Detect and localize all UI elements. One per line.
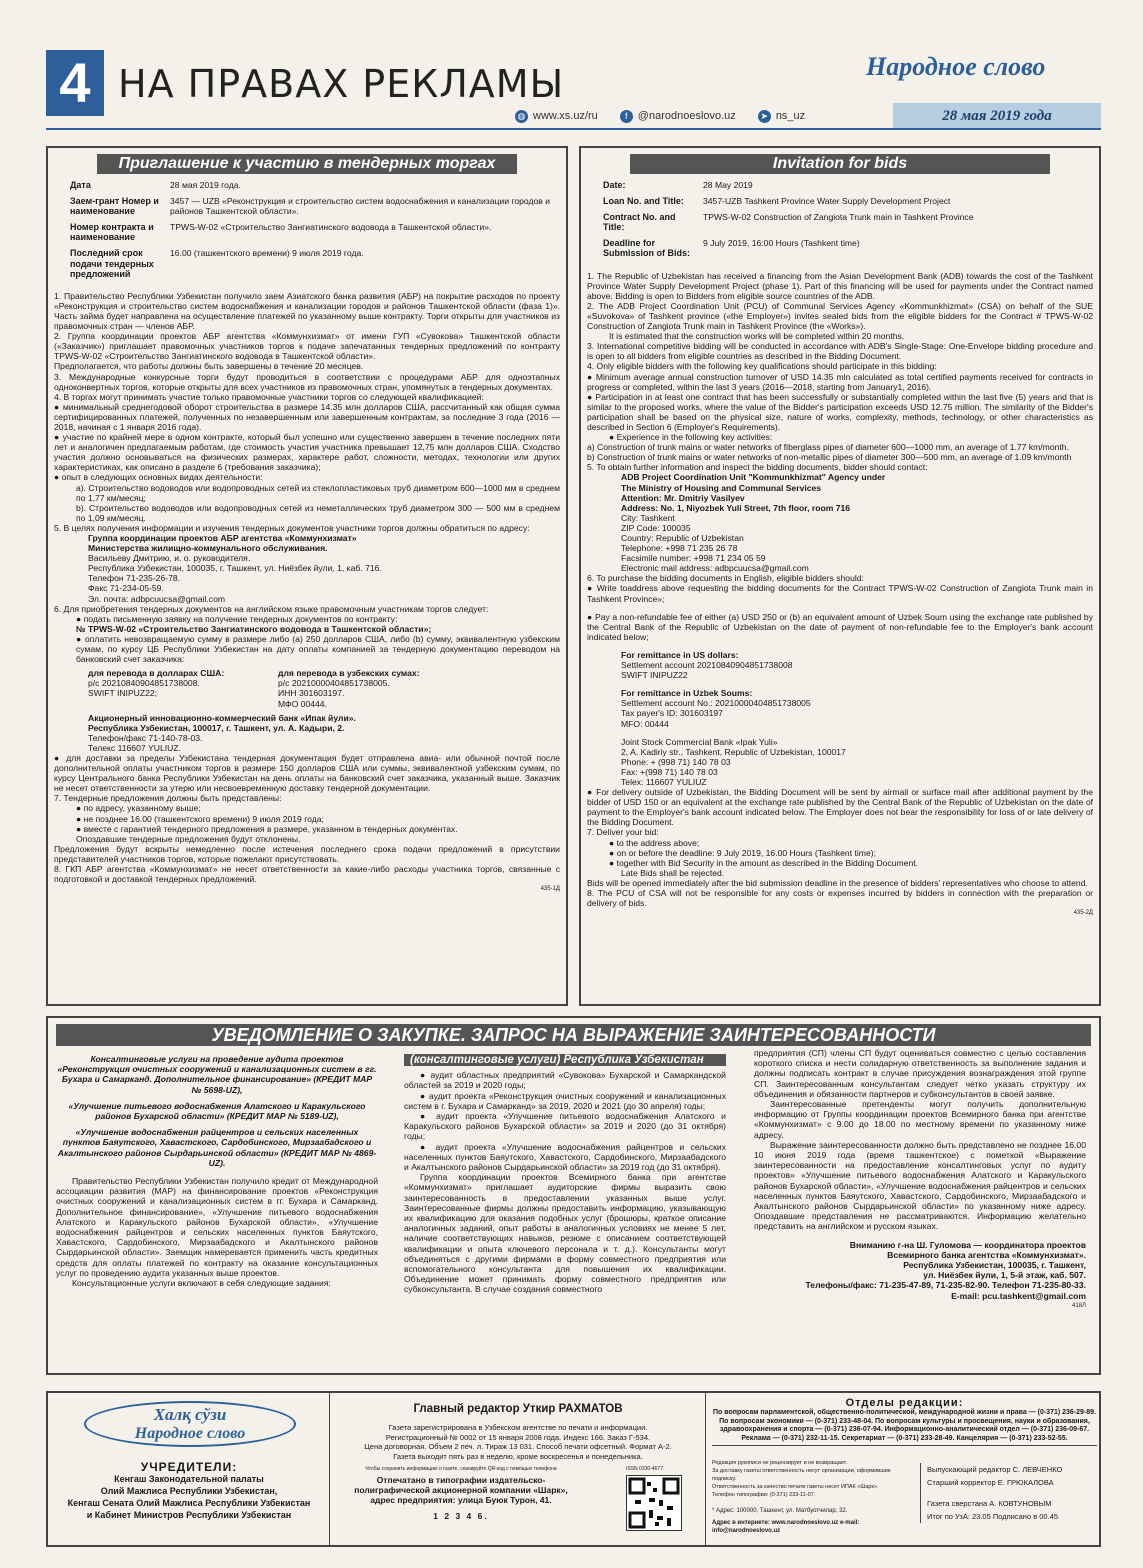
- paragraph: Предложения будут вскрыты немедленно после истечения последнего срока подачи предложений в присутствии представителей участников торгов, которые пожелают присутствовать.: [54, 843, 560, 864]
- ad-tag: 435-1Д: [540, 886, 560, 893]
- paragraph: Правительство Республики Узбекистан получило кредит от Международной ассоциации развития (МАР) на финансирование проектов «Реконструкция очистных сооружений и канализационных систем в гг. Бухара и Самарканд. Дополнительное финансирование», «Улучшение питьевого водоснабжения Алатского и Каракульского районов Бухарской области», «Улучшение водоснабжения райцентров и сельских населенных пунктов Баяутского, Хавастского, Сардобинского, Мирзаабадского и Акалтынского районов Сырдарьинской области». Заемщик намеревается применить часть кредитных средств для оплаты платежей по контракту на оказание консультационных услуг по проведению аудита указанных выше проектов.: [56, 1176, 378, 1278]
- qr-code[interactable]: [626, 1475, 682, 1531]
- bullet: ● опыт в следующих основных видах деятельности:: [54, 472, 263, 483]
- qr-icon: [627, 1476, 681, 1530]
- uzs-account: [278, 668, 420, 708]
- note-line: За доставку газеты ответственность несут организации, оформившие подписку.: [712, 1468, 891, 1482]
- masthead-footer: [46, 1391, 1101, 1547]
- facebook-text: @narodnoeslovo.uz: [637, 110, 736, 122]
- issn: ISSN 0330-4677: [626, 1466, 663, 1472]
- paragraph: 8. The PCU of CSA will not be responsible for any costs or expenses incurred by bidders in connection with the preparation or delivery of bids.: [587, 888, 1093, 909]
- paragraph: 1. Правительство Республики Узбекистан получило заем Азиатского банка развития (АБР) на покрытие расходов по проекту «Реконструкция и строительство систем водоснабжения и канализации городов и районов Ташкентской области (фаза 1)». Часть займа будет направлена на осуществление платежей по указанному выше контракту. Торги открыты для участников из правомочных стран — членов АБР.: [54, 290, 560, 332]
- bank-line: Телекс 116607 YULIUZ.: [88, 742, 181, 753]
- paragraph: 2. Группа координации проектов АБР агентства «Коммунхизмат» от имени ГУП «Сувокова» Ташкентской области («Заказчик») приглашает правомочных участников торгов к подаче запечатанных тендерных предложений по контракту TPWS-W-02 «Строительство Зангиатинского водовода в Ташкентской области».: [54, 331, 560, 362]
- bullet: ● оплатить невозвращаемую сумму в размере либо (а) 250 долларов США, либо (b) сумму, эквивалентную узбекским сумам, по курсу ЦБ Республики Узбекистан на дату оплаты компанией за тендерную документацию переводом на банковский счет заказчика:: [76, 633, 560, 665]
- detail-value: TPWS-W-02 Construction of Zangiota Trunk main in Tashkent Province: [703, 212, 974, 223]
- address-line: Министерства жилищно-коммунального обслуживания.: [88, 543, 328, 554]
- paragraph: Заинтересованные претенденты могут получить дополнительную информацию от Группы координации проектов Всемирного банка при агентстве «Коммунхизмат» с 9.00 до 18.00 по местному времени по указанному ниже адресу.: [754, 1099, 1086, 1140]
- address-line: City: Tashkent: [621, 512, 675, 523]
- address-line: Телефон 71-235-26-78.: [88, 573, 181, 584]
- detail-key: Последний срок подачи тендерных предложений: [70, 248, 154, 279]
- paragraph: Опоздавшие тендерные предложения будут отклонены.: [76, 833, 301, 844]
- bullet: ● аудит проекта «Реконструкция очистных сооружений и канализационных систем в г. Бухара и Самарканд» за 2019, 2020 и 2021 (до 30 апреля) годы;: [404, 1090, 726, 1111]
- account-heading: для перевода в узбекских сумах:: [278, 668, 420, 679]
- page-index: 1 2 3 4 6.: [433, 1511, 489, 1521]
- account-heading: для перевода в долларах США:: [88, 668, 225, 679]
- paragraph: 5. To obtain further information and inspect the bidding documents, bidder should contact:: [587, 462, 928, 473]
- account-line: SWIFT INIPUZ22;: [88, 688, 158, 699]
- bank-line: Телефон/факс 71-140-78-03.: [88, 732, 203, 743]
- sub-item: b) Construction of trunk mains or water networks of non-metallic pipes of diameter 300—500 mm, an average of 1.09 km/month: [587, 452, 1072, 463]
- bullet: ● минимальный среднегодовой оборот строительства в размере 14.35 млн долларов США, рассчитанный как общая сумма сертифицированных платежей, полученных по незавершенным или завершенным контрактам, за последние 3 года (2016 — 2018, начиная с 1 января 2016 года).: [54, 401, 560, 432]
- bullet: ● For delivery outside of Uzbekistan, the Bidding Document will be sent by airmail or surface mail after additional payment by the bidder of USD 150 or an equivalent at the exchange rate published by the Central Bank of the Republic of Uzbekistan on the date of payment to the Employer's bank account indicated below. The Employer does not bear the responsibility for loss of or late delivery of the Bidding Document.: [587, 787, 1093, 828]
- footer-departments: [706, 1393, 1103, 1545]
- globe-icon: ◍: [515, 110, 528, 123]
- detail-value: TPWS-W-02 «Строительство Зангиатинского водовода в Ташкентской области».: [170, 222, 492, 233]
- detail-value: 16.00 (ташкентского времени) 9 июля 2019 года.: [170, 248, 364, 259]
- bullet: ● не позднее 16.00 (ташкентского времени) 9 июля 2019 года;: [76, 813, 324, 824]
- account-line: р/с 20210840904851738008.: [88, 678, 200, 689]
- detail-value: 9 July 2019, 16:00 Hours (Tashkent time): [703, 238, 860, 249]
- detail-key: Contract No. and Title:: [603, 212, 676, 233]
- registration-info: [336, 1423, 700, 1461]
- email-line[interactable]: Electronic mail address: adbpcuucsa@gmail.com: [621, 563, 809, 574]
- chief-editor: Главный редактор Уткир РАХМАТОВ: [413, 1403, 623, 1415]
- notice-title: УВЕДОМЛЕНИЕ О ЗАКУПКЕ. ЗАПРОС НА ВЫРАЖЕНИЕ ЗАИНТЕРЕСОВАННОСТИ: [56, 1024, 1091, 1046]
- contact-line: Телефоны/факс: 71-235-47-89, 71-235-82-90. Телефон 71-235-80-33.: [805, 1280, 1086, 1291]
- footer-founders: [48, 1393, 330, 1545]
- bullet: ● аудит областных предприятий «Сувокова» Бухарской и Самаркандской областей за 2019 и 2020 годы;: [404, 1070, 726, 1091]
- account-line: р/с 20210000404851738005.: [278, 678, 390, 689]
- account-line: МФО 00444.: [278, 698, 327, 709]
- paragraph: 6. To purchase the bidding documents in English, eligible bidders should:: [587, 573, 864, 584]
- detail-key: Date:: [603, 180, 626, 190]
- telegram-link[interactable]: [758, 110, 805, 123]
- detail-value: 28 мая 2019 года.: [170, 180, 241, 190]
- paragraph: Выражение заинтересованности должно быть представлено не позднее 16.00 10 июня 2019 года (время ташкентское) с пометкой «Выражение заинтересованности на предоставление консалтинговых услуг по аудиту проектов» «Улучшение питьевого водоснабжения Алатского и Каракульского районов Бухарской области», «Улучшение водоснабжения райцентров и сельских населенных пунктов Баяутского, Хавастского, Сардобинского, Мирзаабадского и Акалтынского районов Сырдарьинской области» по указанному ниже адресу. Опоздавшие представления не рассматриваются. Информацию желательно представить на английском и русском языках.: [754, 1139, 1086, 1232]
- founder-line: и Кабинет Министров Республики Узбекистан: [86, 1510, 292, 1520]
- header-divider: [46, 128, 1101, 130]
- website-text: www.xs.uz/ru: [533, 110, 598, 122]
- detail-value: 28 May 2019: [703, 180, 753, 190]
- ad-tag: 418Л: [1072, 1302, 1086, 1309]
- address-line: Attention: Mr. Dmitriy Vasilyev: [621, 492, 745, 503]
- founders-heading: УЧРЕДИТЕЛИ:: [140, 1460, 238, 1474]
- header-links: [515, 106, 893, 126]
- telegram-icon: ➤: [758, 110, 771, 123]
- sub-item: a) Construction of trunk mains or water networks of fiberglass pipes of diameter 600—1000 mm, an average of 1.77 km/month.: [587, 442, 1069, 453]
- address-line: Telephone: +998 71 235 26 78: [621, 543, 738, 554]
- reg-line: Регистрационный № 0002 от 15 января 2008 года. Индекс 166. Заказ Г-534.: [385, 1432, 651, 1442]
- paragraph: 7. Тендерные предложения должны быть представлены:: [54, 793, 282, 804]
- bank-line: 2, A. Kadiriy str., Tashkent, Republic of Uzbekistan, 100017: [621, 746, 846, 757]
- ad-tag: 435-2Д: [1073, 910, 1093, 917]
- contract-title: № TPWS-W-02 «Строительство Зангиатинского водовода в Ташкентской области»;: [76, 623, 432, 634]
- detail-key: Loan No. and Title:: [603, 196, 684, 207]
- paragraph: 4. Only eligible bidders with the following key qualifications should participate in this bidding:: [587, 361, 937, 372]
- address-line: Address: No. 1, Niyozbek Yuli Street, 7th floor, room 716: [621, 502, 851, 513]
- reg-line: Цена договорная. Объем 2 печ. л. Тираж 13 031. Способ печати офсетный. Формат А-2.: [364, 1442, 672, 1451]
- bullet: ● Experience in the following key activities:: [609, 432, 773, 443]
- newspaper-name[interactable]: Народное слово: [866, 52, 1046, 81]
- founder-line: Олий Мажлиса Республики Узбекистан,: [100, 1486, 278, 1496]
- account-line: SWIFT INIPUZ22: [621, 670, 688, 681]
- departments-heading: Отделы редакции:: [845, 1397, 964, 1409]
- staff-block: [920, 1463, 1096, 1523]
- contact-line: ул. Ниёзбек йули, 1, 5-й этаж, каб. 507.: [923, 1270, 1086, 1281]
- facebook-link[interactable]: [620, 110, 736, 123]
- bullet: ● to the address above;: [609, 837, 700, 848]
- paragraph: Консультационные услуги включают в себя следующие задания:: [72, 1278, 331, 1289]
- detail-value: 3457 — UZB «Реконструкция и строительство систем водоснабжения и канализации городов и районов Ташкентской области».: [170, 196, 551, 217]
- bank-line: Республика Узбекистан, 100017, г. Ташкент, ул. А. Кадыри, 2.: [88, 722, 345, 733]
- detail-value: 3457-UZB Tashkent Province Water Supply Development Project: [703, 196, 951, 207]
- detail-key: Дата: [70, 180, 91, 190]
- sub-item: a). Строительство водоводов или водопроводных сетей из стеклопластиковых труб диаметром 600—1000 мм в среднем по 1,77 км/месяц;: [76, 482, 560, 503]
- address-line: Группа координации проектов АБР агентства «Коммунхизмат»: [88, 533, 357, 543]
- payment-accounts: [88, 668, 560, 708]
- account-heading: For remittance in US dollars:: [621, 649, 739, 660]
- note-line: Телефон типографии: (0-371) 233-11-07.: [712, 1492, 816, 1498]
- account-line: Settlement account 20210840904851738008: [621, 660, 793, 671]
- bullet: ● участие по крайней мере в одном контракте, который был успешно или существенно завершен в течение последних пяти лет и аналогичен предлагаемым работам, где стоимость участия участника превышает 12,75 млн долларов США. Сходство участия должно основываться на физических размерах, характере работ, сложности, методах, технологии или других характеристиках, как описано в разделе 6 (требования заказчика);: [54, 432, 560, 473]
- paragraph: Bids will be opened immediately after the bid submission deadline in the presence of bidders' representatives who choose to attend.: [587, 877, 1088, 888]
- detail-key: Номер контракта и наименование: [70, 222, 154, 243]
- paragraph: 3. International competitive bidding will be conducted in accordance with ADB's Single-Stage: One-Envelope bidding procedure and is open to all bidders from eligible countries as described in the Bidding Document.: [587, 341, 1093, 362]
- paragraph: 2. The ADB Project Coordination Unit (PCU) of Communal Services Agency «Kommunkhizmat» (CSA) on behalf of the SUE «Suvokova» of Tashkent province («the Employer») invites sealed bids from the eligible bidders for the Contract # TPWS-W-02 Construction of Zangiota Trunk main in Tashkent Province (the «Works»).: [587, 300, 1093, 332]
- paragraph: It is estimated that the construction works will be completed within 20 months.: [609, 331, 905, 342]
- note-line: * Адрес: 100000, Ташкент, ул. Матбуотчилар, 32.: [712, 1508, 848, 1514]
- logo-uz: Халқ сўзи: [153, 1405, 227, 1424]
- printing-info: [336, 1475, 586, 1521]
- facebook-icon: f: [620, 110, 633, 123]
- issue-date: 28 мая 2019 года: [893, 103, 1101, 129]
- departments-block: [712, 1397, 1097, 1446]
- en-tender-banner: Invitation for bids: [630, 154, 1050, 174]
- bullet: ● Pay a non-refundable fee of either (a) USD 250 or (b) an equivalent amount of Uzbek Soum using the exchange rate published by the Central Bank of the Republic of Uzbekistan on the date of payment of non-refundable fee to the Employer's bank account indicated below;: [587, 611, 1093, 642]
- founders-block: [48, 1461, 330, 1521]
- email-line[interactable]: Эл. почта: adbpcuucsa@gmail.com: [88, 593, 226, 604]
- paragraph: Late Bids shall be rejected.: [621, 867, 725, 878]
- note-line: Редакция рукописи не рецензирует и не возвращает.: [712, 1460, 848, 1466]
- address-line: Facsimile number: +998 71 234 05 59: [621, 553, 766, 564]
- staff-line: Итог по УзА: 23.05 Подписано в 00.45: [927, 1512, 1059, 1521]
- address-line: ADB Project Coordination Unit "Kommunkhizmat" Agency under: [621, 472, 886, 483]
- section-title: НА ПРАВАХ РЕКЛАМЫ: [118, 62, 565, 106]
- address-line: Country: Republic of Uzbekistan: [621, 533, 744, 543]
- paragraph: 3. Международные конкурсные торги будут проводиться в соответствии с процедурами АБР для одноэтапных одноконвертных торгов, которые открыты для всех участников из правомочных стран, упомянутых в тендерных документах.: [54, 371, 560, 392]
- department-line: Реклама — (0-371) 232-11-15. Секретариат — (0-371) 233-28-49. Канцелярия — (0-371) 233-52-55.: [741, 1434, 1068, 1442]
- paragraph: 1. The Republic of Uzbekistan has received a financing from the Asian Development Bank (ADB) towards the cost of the Tashkent Province Water Supply Development Project (phase 1). Part of this financing will be used for payments under the Contract named above. Bidding is open to Bidders from eligible source countries of the ADB.: [587, 270, 1093, 301]
- print-line: Отпечатано в типографии издательско-: [376, 1475, 546, 1485]
- founder-line: Кенгаш Законодательной палаты: [114, 1474, 264, 1484]
- bullet: ● Participation in at least one contract that has been successfully or substantially completed within the last five (5) years and that is similar to the proposed works, where the value of the Bidder's participation exceeds USD 12.75 million. The similarity of the Bidder's participation shall be based on the physical size, nature of works, complexity, methods, technology, or other characteristics as described in Section 6 (Employer's Requirements).: [587, 391, 1093, 432]
- paragraph: 5. В целях получения информации и изучения тендерных документов участники торгов должны обратиться по адресу:: [54, 522, 530, 533]
- ru-tender-details: [54, 180, 560, 285]
- ru-tender-box: [46, 146, 568, 1006]
- account-line: ИНН 301603197.: [278, 688, 345, 699]
- bullet: ● вместе с гарантией тендерного предложения в размере, указанном в тендерных документах.: [76, 823, 458, 834]
- website-link[interactable]: [515, 110, 598, 123]
- footer-editorial: [330, 1393, 706, 1545]
- staff-line: Старший корректор Е. ГРЮКАЛОВА: [927, 1478, 1054, 1487]
- reg-line: Газета зарегистрирована в Узбекском агентстве по печати и информации.: [388, 1423, 648, 1432]
- notice-column-3: [754, 1048, 1086, 1311]
- newspaper-logo[interactable]: [84, 1401, 296, 1447]
- paragraph: 6. Для приобретения тендерных документов на английском языке правомочным участникам торгов следует:: [54, 603, 489, 614]
- paragraph: 7. Deliver your bid:: [587, 827, 659, 838]
- account-heading: For remittance in Uzbek Soums:: [621, 688, 753, 699]
- address-line: Республика Узбекистан, 100035, г. Ташкент, ул. Ниёзбек йули, 1, каб. 716.: [88, 563, 382, 574]
- paragraph: предприятия (СП) члены СП будут оцениваться совместно с целью составления короткого списка и нести солидарную ответственность за выполнение задания и должны подписать контракт в случае присуждения вознаграждения этой группе СП. Заинтересованным консультантам следует четко указать структуру их объединения и обязанности партнеров и субконсультантов в своей заявке.: [754, 1048, 1086, 1099]
- address-line: The Ministry of Housing and Communal Services: [621, 482, 822, 493]
- contact-line: Всемирного банка агентства «Коммунхизмат».: [887, 1249, 1086, 1260]
- ru-tender-banner: Приглашение к участию в тендерных торгах: [97, 154, 517, 174]
- notes-block: [712, 1459, 912, 1535]
- paragraph: Группа координации проектов Всемирного банка при агентстве «Коммунхизмат» приглашает аудиторские фирмы выразить свою заинтересованность в предоставлении указанных выше услуг. Заинтересованные фирмы должны предоставить информацию, указывающую их квалификацию для оказания подобных услуг (брошюры, краткое описание аналогичных заданий, опыт работы в аналогичных условиях не менее 5 лет, наличие соответствующих навыков, резюме с описанием соответствующей квалификации и опыта ключевого персонала и т. д.). Консультанты могут объединяться с другими фирмами в форму совместного предприятия или вспомогательного консультанта для повышения их квалификации. Объединение может принимать форму совместного предприятия или субконсультанта. В случае создания совместного: [404, 1172, 726, 1295]
- staff-line: Газета сверстана А. КОВТУНОВЫМ: [927, 1499, 1052, 1508]
- bullet: ● по адресу, указанному выше;: [76, 803, 201, 814]
- contact-line: Вниманию г-на Ш. Гуломова — координатора проектов: [849, 1239, 1086, 1250]
- notice-column-1: [56, 1054, 378, 1288]
- en-tender-details: [587, 180, 1093, 265]
- paragraph: Предполагается, что работы должны быть завершены в течение 20 месяцев.: [54, 361, 364, 372]
- bullet: ● Minimum average annual construction turnover of USD 14.35 mln calculated as total certified payments received for contracts in progress or completed, within the last 3 years (2016—2018, starting from January1, 2016).: [587, 371, 1093, 392]
- address-line: Васильеву Дмитрию, и. о. руководителя.: [88, 553, 251, 564]
- contact-email[interactable]: E-mail: pcu.tashkent@gmail.com: [951, 1290, 1086, 1301]
- bullet: ● для доставки за пределы Узбекистана тендерная документация будет отправлена авиа- или обычной почтой после дополнительной оплаты участником торгов в размере 150 долларов США или суммы, эквивалентной узбекским сумам, по курсу Центрального банка Республики Узбекистан на день оплаты на банковский счет заказчика, указанный выше. Заказчик не несет ответственности за утерю или несвоевременную доставку тендерной документации.: [54, 752, 560, 794]
- paragraph: 4. В торгах могут принимать участие только правомочные участники торгов со следующей квалификацией:: [54, 391, 484, 402]
- paragraph: 8. ГКП АБР агентства «Коммунхизмат» не несет ответственности за какие-либо расходы участника торгов, связанные с подготовкой и доставкой тендерных предложений.: [54, 864, 560, 885]
- project-heading: «Улучшение водоснабжения райцентров и сельских населенных пунктов Баяутского, Хавастского, Сардобинского, Мирзаабадского и Акалтынского районов Сырдарьинской области» (КРЕДИТ МАР № 4869-UZ).: [57, 1127, 377, 1168]
- bank-line: Joint Stock Commercial Bank «Ipak Yuli»: [621, 736, 778, 747]
- bullet: ● аудит проекта «Улучшение водоснабжения райцентров и сельских населенных пунктов Баяутского, Хавастского, Сардобинского, Мирзаабадского и Акалтынского районов Сырдарьинской области» за 2019 год (до 31 октября).: [404, 1141, 726, 1173]
- project-heading: «Улучшение питьевого водоснабжения Алатского и Каракульского районов Бухарской области» (КРЕДИТ МАР № 5189-UZ),: [68, 1100, 366, 1122]
- usd-account: [88, 668, 278, 708]
- detail-key: Заем-грант Номер и наименование: [70, 196, 159, 217]
- bullet: ● аудит проекта «Улучшение питьевого водоснабжения Алатского и Каракульского районов Бухарской области» за 2019 и 2020 (до 31 октября) годы;: [404, 1111, 726, 1142]
- web-address[interactable]: Адрес в интернете: www.narodnoeslovo.uz e-mail: info@narodnoeslovo.uz: [712, 1520, 860, 1534]
- bullet: ● подать письменную заявку на получение тендерных документов по контракту:: [76, 613, 398, 624]
- bullet: ● Write toaddress above requesting the bidding documents for the Contract TPWS-W-02 Construction of Zangiota Trunk main in Tashkent Province»;: [587, 583, 1093, 604]
- en-tender-box: [579, 146, 1101, 1006]
- contact-line: Республика Узбекистан, 100035, г. Ташкент,: [903, 1260, 1086, 1271]
- procurement-notice: [46, 1016, 1101, 1375]
- address-line: ZIP Code: 100035: [621, 522, 691, 533]
- department-line: По вопросам парламентской, общественно-политической, международной жизни и права — (0-371) 236-29-89.: [712, 1409, 1096, 1416]
- account-line: Tax payer's ID: 301603197: [621, 708, 723, 719]
- contact-block: [754, 1240, 1086, 1301]
- account-line: Settlement account No.: 20210000404851738005: [621, 698, 811, 709]
- note-line: Ответственность за качество печати газеты несет ИПАК «Шарк».: [712, 1484, 879, 1490]
- department-line: По вопросам экономики — (0-371) 233-48-04. По вопросам культуры и просвещения, науки и образования,: [719, 1417, 1090, 1425]
- detail-key: Deadline for Submission of Bids:: [603, 238, 691, 259]
- sub-item: b). Строительство водоводов или водопроводных сетей из неметаллических труб диаметром 300 — 500 мм в среднем по 1,09 км/месяц.: [76, 502, 560, 523]
- telegram-text: ns_uz: [775, 110, 806, 122]
- bank-line: Fax: +(998 71) 140 78 03: [621, 766, 718, 777]
- qr-note: Чтобы сохранить информацию о газете, сканируйте QR-код с помощью телефона: [365, 1466, 557, 1472]
- bank-line: Акционерный инновационно-коммерческий банк «Ипак йули».: [88, 712, 356, 723]
- bank-line: Phone: + (998 71) 140 78 03: [621, 756, 731, 767]
- account-line: MFO: 00444: [621, 718, 669, 729]
- page-number: 4: [46, 50, 104, 116]
- founder-line: Кенгаш Сената Олий Мажлиса Республики Узбекистан: [67, 1498, 311, 1508]
- notice-subtitle: (консалтинговые услуги) Республика Узбекистан: [404, 1054, 726, 1066]
- bullet: ● on or before the deadline: 9 July 2019, 16.00 Hours (Tashkent time);: [609, 847, 876, 858]
- bullet: ● together with Bid Security in the amount as described in the Bidding Document.: [609, 857, 919, 868]
- print-line: адрес предприятия: улица Буюк Турон, 41.: [370, 1495, 552, 1505]
- address-line: Факс 71-234-05-59.: [88, 583, 164, 594]
- logo-ru: Народное слово: [134, 1425, 246, 1442]
- staff-line: Выпускающий редактор С. ЛЕВЧЕНКО: [927, 1465, 1063, 1474]
- notice-column-2: [404, 1054, 726, 1295]
- print-line: полиграфической акционерной компании «Шарк»,: [354, 1485, 568, 1495]
- department-line: здравоохранения и спорта — (0-371) 236-07-94. Информационно-аналитический отдел — (0-371) 236-09-67.: [719, 1426, 1090, 1434]
- bank-line: Telex: 116607 YULIUZ: [621, 776, 707, 787]
- project-heading: Консалтинговые услуги на проведение аудита проектов «Реконструкция очистных сооружений и канализационных систем в гг. Бухара и Самарканд. Дополнительное финансирование» (КРЕДИТ МАР № 5698-UZ),: [57, 1054, 377, 1095]
- reg-line: Газета выходит пять раз в неделю, кроме воскресенья и понедельника.: [393, 1451, 643, 1461]
